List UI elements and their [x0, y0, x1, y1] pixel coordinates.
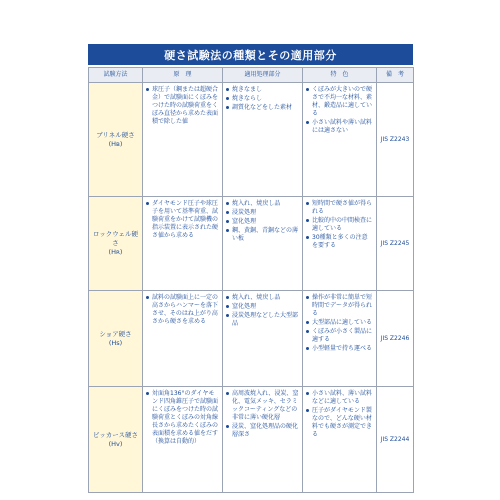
principle-item: 試料の試験面上に一定の高さからハンマーを落下させ、そのはね上がり高さから硬さを求める: [146, 294, 219, 326]
treatment-item: 焼きならし: [226, 95, 299, 103]
treatment-item: 焼入れ、焼戻し品: [226, 200, 299, 208]
treatment-item: 窒化処理: [226, 218, 299, 226]
treatment-item: 高周波焼入れ、浸炭、窒化、電気メッキ、セラミックコーティングなどの非常に薄い硬化層: [226, 390, 299, 422]
principle-cell: [143, 197, 223, 291]
feature-item: 大型部品に適している: [306, 319, 373, 327]
header-treatment: 適用処理部分: [223, 68, 303, 83]
feature-item: 小型軽量で持ち運べる: [306, 345, 373, 353]
remark-cell: JIS Z2246: [377, 291, 414, 387]
method-symbol: (Hʀ): [108, 248, 123, 256]
feature-item: 小さい試料や薄い試料には適さない: [306, 119, 373, 135]
remark-cell: JIS Z2244: [377, 387, 414, 493]
method-name: ブリネル硬さ: [96, 130, 135, 139]
treatment-cell: [223, 197, 303, 291]
principle-cell: [143, 291, 223, 387]
treatment-item: 浸炭処理: [226, 209, 299, 217]
feature-item: 短時間で硬さ値が得られる: [306, 200, 373, 216]
table-row: [89, 291, 414, 387]
treatment-item: 窒化処理: [226, 303, 299, 311]
treatment-item: 焼きなまし: [226, 86, 299, 94]
treatment-item: 鋼、黄銅、青銅などの薄い板: [226, 227, 299, 243]
header-features: 特 色: [303, 68, 377, 83]
treatment-item: 焼入れ、焼戻し品: [226, 294, 299, 302]
feature-item: 操作が非常に簡単で短時間でデータが得られる: [306, 294, 373, 318]
principle-item: 球圧子（鋼または超硬合金）で試験面にくぼみをつけた時の試験荷重をくぼみ直径から求めた表面積で除した値: [146, 86, 219, 126]
treatment-cell: [223, 291, 303, 387]
principle-item: ダイヤモンド圧子や球圧子を用いて基準荷重、試験荷重をかけて試験機の指示装置に表示された硬さ値から求める: [146, 200, 219, 240]
hardness-test-table-panel: [88, 44, 413, 456]
header-remark: 備 考: [377, 68, 414, 83]
feature-item: 圧子がダイヤモンド製なので、どんな硬い材料でも硬さが測定できる: [306, 407, 373, 439]
header-principle: 原 理: [143, 68, 223, 83]
treatment-item: 調質化などをした素材: [226, 104, 299, 112]
feature-item: くぼみが小さく製品に適する: [306, 328, 373, 344]
features-cell: [303, 83, 377, 197]
feature-item: 30種類と多くの注意を要する: [306, 234, 373, 250]
header-method: 試験方法: [89, 68, 143, 83]
method-symbol: (Hʙ): [108, 139, 123, 148]
table-row: [89, 197, 414, 291]
feature-item: 比較的中の中間検査に適している: [306, 217, 373, 233]
remark-cell: JIS Z2245: [377, 197, 414, 291]
feature-item: くぼみが大きいので硬さで不均一な材料、素材、鍛造品に適している: [306, 86, 373, 118]
principle-cell: [143, 387, 223, 493]
hardness-test-table: [88, 67, 414, 493]
method-symbol: (Hs): [108, 338, 123, 347]
principle-item: 対面角136°のダイヤモンド四角錐圧子で試験面にくぼみをつけた時の試験荷重とくぼみの対角線長さから求めたくぼみの表面積を求める値をだす（換算は自動的）: [146, 390, 219, 446]
method-cell: [89, 83, 143, 197]
features-cell: [303, 197, 377, 291]
treatment-item: 浸炭処理などした大型部品: [226, 312, 299, 328]
principle-cell: [143, 83, 223, 197]
table-header-row: [89, 68, 414, 83]
page-title: 硬さ試験法の種類とその適用部分: [88, 44, 413, 65]
method-cell: [89, 291, 143, 387]
treatment-cell: [223, 387, 303, 493]
table-row: [89, 83, 414, 197]
table-row: [89, 387, 414, 493]
features-cell: [303, 387, 377, 493]
method-symbol: (Hv): [108, 439, 123, 448]
method-name: ビッカース硬さ: [93, 430, 138, 439]
method-cell: [89, 197, 143, 291]
treatment-item: 浸炭、窒化処理品の硬化層深さ: [226, 423, 299, 439]
treatment-cell: [223, 83, 303, 197]
method-name: ショア硬さ: [99, 329, 132, 338]
features-cell: [303, 291, 377, 387]
remark-cell: JIS Z2243: [377, 83, 414, 197]
feature-item: 小さい試料、薄い試料などに適している: [306, 390, 373, 406]
method-name: ロックウェル硬さ: [92, 230, 139, 247]
method-cell: [89, 387, 143, 493]
